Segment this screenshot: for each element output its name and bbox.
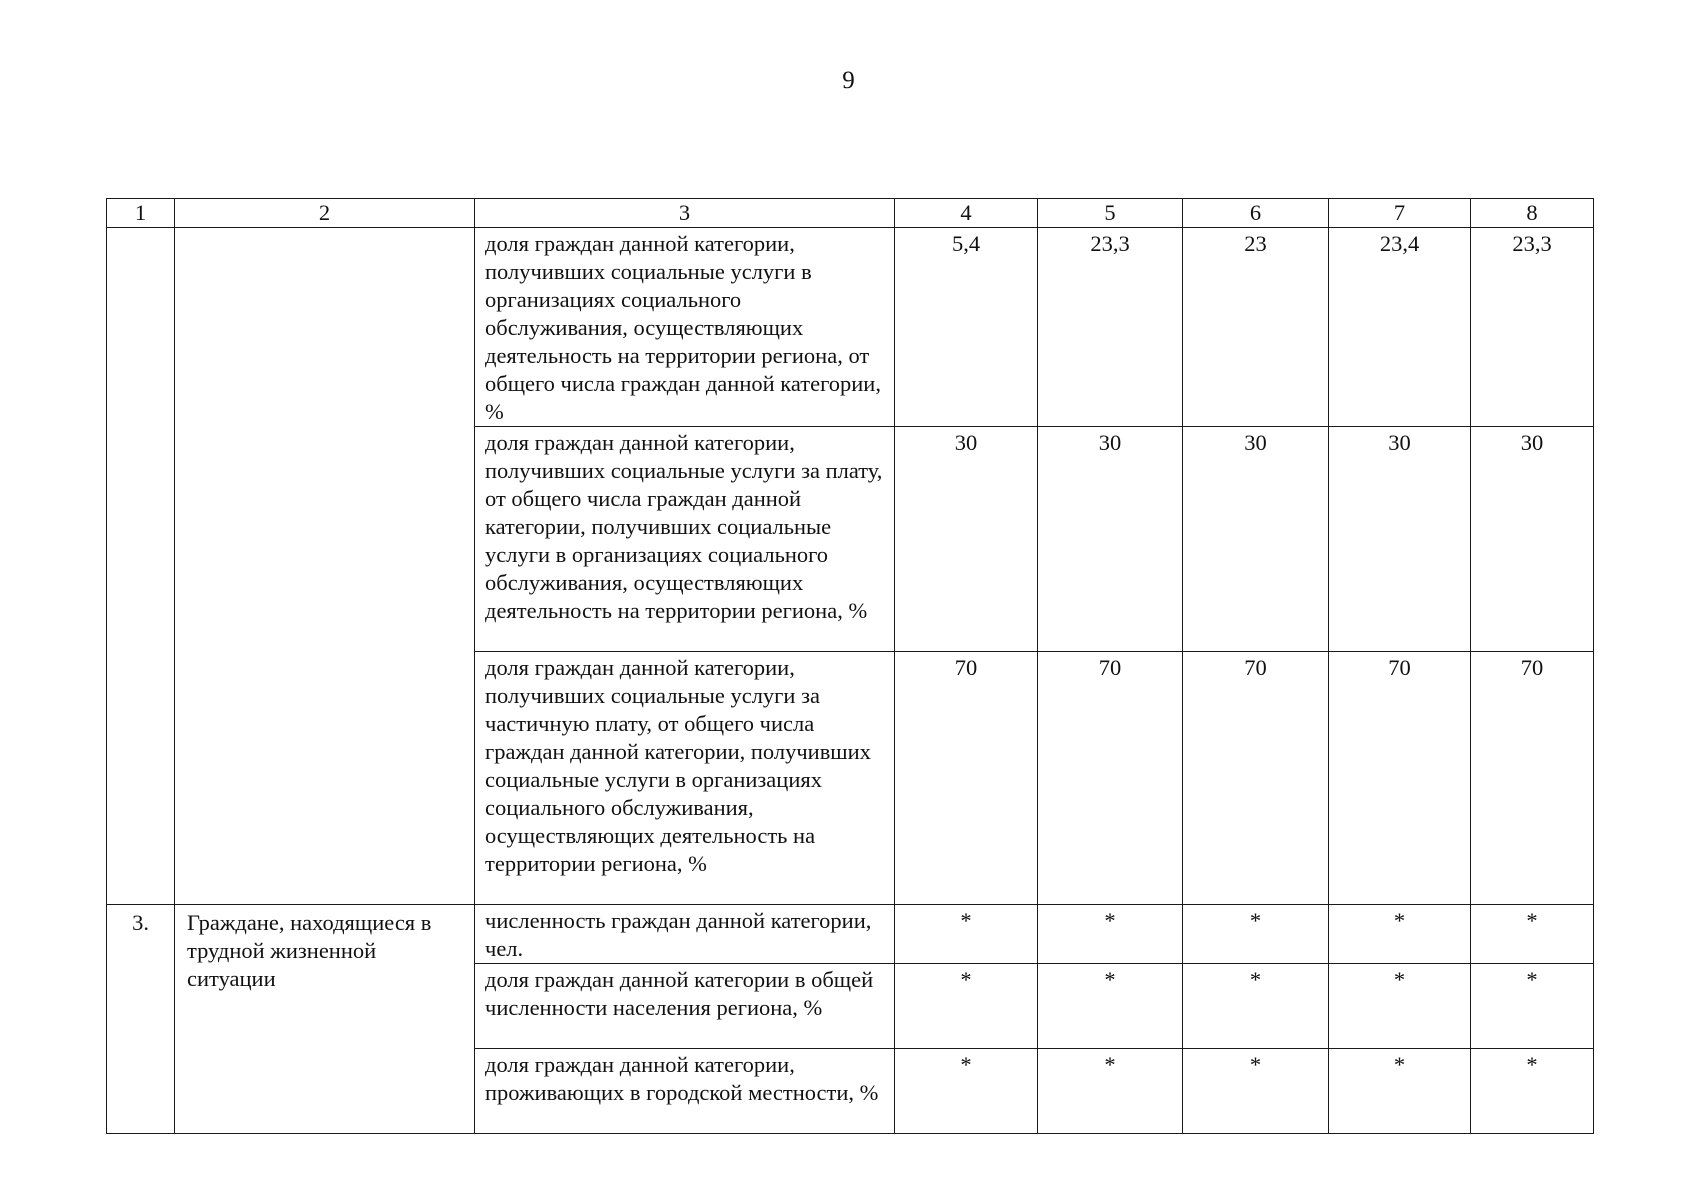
value-cell: 70 (1183, 652, 1329, 905)
table-row (107, 905, 1594, 964)
value-cell: 30 (1038, 427, 1183, 652)
value-cell: 23,4 (1329, 228, 1471, 427)
table-header-row (107, 199, 1594, 228)
value-cell: * (1471, 964, 1594, 1049)
header-col-3: 3 (475, 199, 895, 228)
value-cell: 5,4 (895, 228, 1038, 427)
value-cell: * (1038, 964, 1183, 1049)
header-col-2: 2 (175, 199, 475, 228)
value-cell: * (1183, 905, 1329, 964)
value-cell: 23 (1183, 228, 1329, 427)
value-cell: 70 (1329, 652, 1471, 905)
value-cell: 70 (895, 652, 1038, 905)
row-number-cell: 3. (107, 905, 175, 1134)
table-row (107, 228, 1594, 427)
header-col-6: 6 (1183, 199, 1329, 228)
indicator-cell: доля граждан данной категории, получивших социальные услуги за частичную плату, от общего числа граждан данной категории, получивших социальные услуги в организациях социального обслуживания, осуществляющих деятельность на территории региона, % (475, 652, 895, 905)
value-cell: 30 (895, 427, 1038, 652)
value-cell: * (1471, 905, 1594, 964)
header-col-4: 4 (895, 199, 1038, 228)
header-col-5: 5 (1038, 199, 1183, 228)
value-cell: 30 (1471, 427, 1594, 652)
header-col-8: 8 (1471, 199, 1594, 228)
value-cell: * (1038, 905, 1183, 964)
value-cell: 23,3 (1038, 228, 1183, 427)
value-cell: * (895, 1049, 1038, 1134)
category-cell: Граждане, находящиеся в трудной жизненной ситуации (175, 905, 475, 1134)
number-cell-empty (107, 228, 175, 905)
value-cell: 30 (1183, 427, 1329, 652)
value-cell: * (1329, 1049, 1471, 1134)
indicator-cell: доля граждан данной категории, получивших социальные услуги за плату, от общего числа граждан данной категории, получивших социальные услуги в организациях социального обслуживания, осуществляющих деятельность на территории региона, % (475, 427, 895, 652)
indicator-table (106, 198, 1594, 1134)
header-col-1: 1 (107, 199, 175, 228)
value-cell: * (1329, 905, 1471, 964)
value-cell: * (1038, 1049, 1183, 1134)
header-col-7: 7 (1329, 199, 1471, 228)
value-cell: 30 (1329, 427, 1471, 652)
page-number: 9 (842, 67, 855, 94)
value-cell: 23,3 (1471, 228, 1594, 427)
value-cell: 70 (1038, 652, 1183, 905)
indicator-cell: численность граждан данной категории, чел. (475, 905, 895, 964)
value-cell: * (1329, 964, 1471, 1049)
value-cell: * (1183, 964, 1329, 1049)
indicator-cell: доля граждан данной категории, получивших социальные услуги в организациях социального обслуживания, осуществляющих деятельность на территории региона, от общего числа граждан данной категории, % (475, 228, 895, 427)
indicator-cell: доля граждан данной категории в общей численности населения региона, % (475, 964, 895, 1049)
value-cell: * (1471, 1049, 1594, 1134)
category-cell-empty (175, 228, 475, 905)
value-cell: * (1183, 1049, 1329, 1134)
indicator-cell: доля граждан данной категории, проживающих в городской местности, % (475, 1049, 895, 1134)
value-cell: 70 (1471, 652, 1594, 905)
value-cell: * (895, 964, 1038, 1049)
value-cell: * (895, 905, 1038, 964)
